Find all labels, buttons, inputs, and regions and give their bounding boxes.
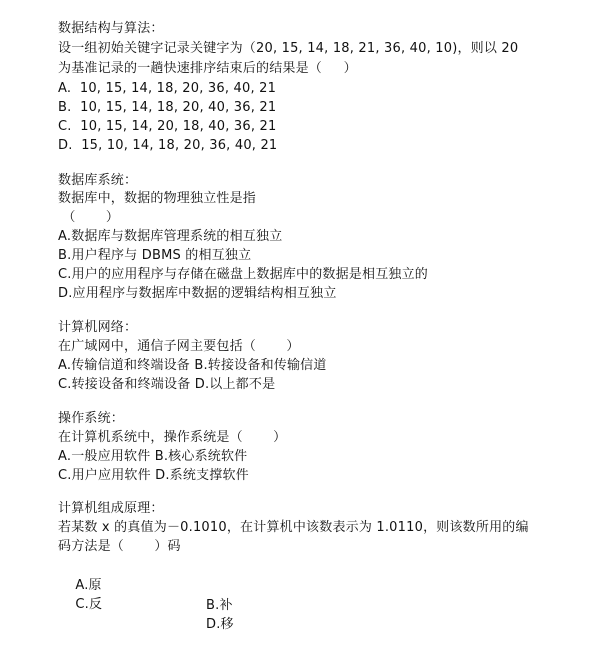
question-line: 在计算机系统中，操作系统是（ ） — [58, 430, 287, 445]
option-d: D.应用程序与数据库中数据的逻辑结构相互独立 — [58, 286, 337, 301]
section-title-network: 计算机网络： — [58, 320, 138, 335]
option-c: C.反 — [75, 597, 103, 612]
option-line-cd: C.用户应用软件 D.系统支撑软件 — [58, 468, 249, 483]
option-b: B.用户程序与 DBMS 的相互独立 — [58, 248, 252, 263]
question-line: （ ） — [58, 210, 120, 225]
question-line: 为基准记录的一趟快速排序结束后的结果是（ ） — [58, 61, 357, 76]
question-line: 在广域网中，通信子网主要包括（ ） — [58, 339, 300, 354]
option-line-ab: A.一般应用软件 B.核心系统软件 — [58, 449, 248, 464]
option-b: B.补 — [206, 598, 233, 613]
option-a: A. 10, 15, 14, 18, 20, 36, 40, 21 — [58, 81, 277, 96]
option-d: D. 15, 10, 14, 18, 20, 36, 40, 21 — [58, 138, 278, 153]
option-c: C. 10, 15, 14, 20, 18, 40, 36, 21 — [58, 119, 277, 134]
option-b: B. 10, 15, 14, 18, 20, 40, 36, 21 — [58, 100, 277, 115]
section-title-data-structures: 数据结构与算法： — [58, 21, 164, 36]
option-a: A.数据库与数据库管理系统的相互独立 — [58, 229, 283, 244]
section-title-os: 操作系统： — [58, 411, 125, 426]
section-title-organization: 计算机组成原理： — [58, 501, 164, 516]
option-a: A.原 — [75, 578, 102, 593]
option-line-ab: A.传输信道和终端设备 B.转接设备和传输信道 — [58, 358, 327, 373]
question-line: 设一组初始关键字记录关键字为（20, 15, 14, 18, 21, 36, 40, 10)，则以 20 — [58, 41, 519, 56]
section-title-database: 数据库系统： — [58, 173, 138, 188]
question-line: 数据库中，数据的物理独立性是指 — [58, 191, 257, 206]
question-line: 码方法是（ ）码 — [58, 539, 181, 554]
option-d: D.移 — [206, 617, 234, 632]
option-c: C.用户的应用程序与存储在磁盘上数据库中的数据是相互独立的 — [58, 267, 429, 282]
question-line: 若某数 x 的真值为－0.1010，在计算机中该数表示为 1.0110，则该数所用的编 — [58, 520, 529, 535]
option-line-cd: C.转接设备和终端设备 D.以上都不是 — [58, 377, 276, 392]
